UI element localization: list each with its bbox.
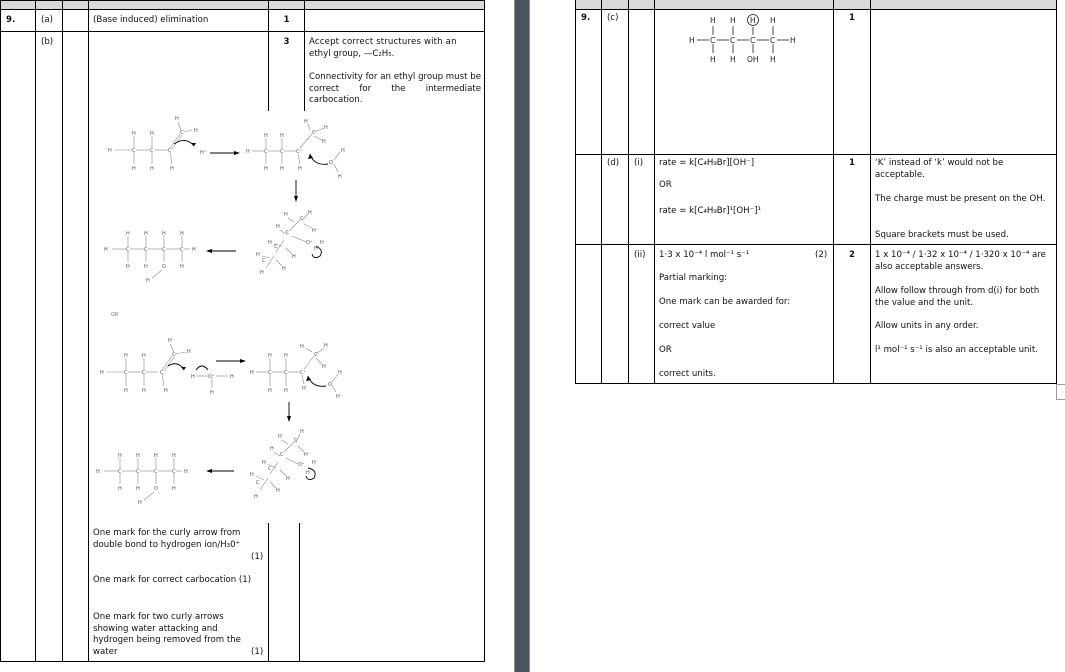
svg-text:H: H [308,210,312,216]
part-d-i-note-3: Square brackets must be used. [875,230,1009,240]
svg-text:H: H [104,247,108,253]
svg-text:H: H [322,364,326,370]
svg-text:H: H [710,16,716,25]
part-d-i-note-2: The charge must be present on the OH. [875,194,1046,204]
part-b-note-line2: ethyl group, —C₂H₅. [309,49,395,59]
svg-text:C: C [300,216,304,222]
svg-text:H: H [292,254,296,260]
svg-text:C: C [180,247,184,253]
svg-text:H: H [260,270,264,276]
question-number: 9. [581,13,591,23]
part-d-i-label: (i) [634,158,644,168]
page-gutter [514,0,530,672]
svg-text:H: H [96,469,100,475]
svg-text:H: H [282,266,286,272]
svg-text:H: H [124,388,128,394]
svg-text:H: H [276,488,280,494]
svg-text:C: C [280,452,284,458]
svg-text:H: H [336,394,340,400]
svg-text:H: H [270,446,274,452]
svg-text:H: H [180,264,184,270]
svg-text:C: C [750,36,756,45]
part-d-label: (d) [607,158,620,168]
part-a-answer: (Base induced) elimination [93,15,209,25]
mark-point-3: One mark for two curly arrows showing water attacking and hydrogen being removed from the water [93,612,241,657]
part-a-label: (a) [41,15,53,25]
svg-text:C: C [256,480,260,486]
svg-text:H: H [710,55,716,64]
svg-text:H: H [250,370,254,376]
svg-text:C: C [172,352,176,358]
svg-text:H: H [126,264,130,270]
svg-text:H: H [304,119,308,125]
svg-text:H: H [264,166,268,172]
svg-text:H: H [280,133,284,139]
svg-text:C: C [280,149,284,155]
part-b-label: (b) [41,37,54,47]
svg-text:H: H [142,388,146,394]
or-separator: OR [111,312,119,318]
svg-text:C: C [136,469,140,475]
svg-text:H: H [304,452,308,458]
mark-point-3-mark: (1) [251,647,264,657]
svg-text:H: H [170,166,174,172]
svg-text:C: C [268,370,272,376]
svg-text:C: C [160,370,164,376]
svg-text:H: H [284,353,288,359]
svg-text:C: C [262,258,266,264]
svg-text:O: O [329,160,333,166]
svg-text:H: H [146,278,150,284]
svg-text:C: C [730,36,736,45]
svg-text:C: C [268,466,272,472]
svg-text:H: H [286,476,290,482]
svg-text:H: H [324,343,328,349]
svg-text:C: C [132,148,136,154]
svg-text:H: H [320,240,324,246]
svg-text:H: H [770,55,776,64]
part-c-label: (c) [607,13,619,23]
svg-text:H: H [136,453,140,459]
svg-text:C: C [154,469,158,475]
option-or: OR [659,345,672,355]
svg-text:C: C [126,247,130,253]
page-corner-marker [1056,384,1065,400]
svg-text:H: H [790,36,796,45]
svg-text:H: H [191,374,195,380]
svg-text:H: H [300,344,304,350]
svg-text:H: H [312,460,316,466]
svg-text:C: C [710,36,716,45]
rate-equation-1: rate = k[C₄H₉Br][OH⁻] [659,158,755,168]
svg-text:C: C [274,244,278,250]
svg-text:H: H [132,131,136,137]
rate-or: OR [659,180,672,190]
left-page [0,0,514,672]
svg-text:H: H [338,174,342,180]
atom-h: H [689,36,695,45]
svg-text:H: H [284,212,288,218]
svg-text:C: C [314,352,318,358]
part-d-ii-note-1: 1 x 10⁻⁴ / 1·32 x 10⁻⁴ / 1·320 x 10⁻⁴ are also acceptable answers. [875,250,1046,272]
rate-equation-2: rate = k[C₄H₉Br]¹[OH⁻]¹ [659,206,761,216]
svg-text:H: H [264,133,268,139]
svg-text:H: H [100,370,104,376]
partial-marking-heading: Partial marking: [659,273,728,283]
mark-point-1: One mark for the curly arrow from double bond to hydrogen ion/H₃0⁺ [93,528,241,550]
svg-text:H⁺: H⁺ [200,150,207,156]
svg-text:H: H [162,231,166,237]
part-d-ii-label: (ii) [634,250,646,260]
svg-text:H: H [150,131,154,137]
svg-text:H: H [192,247,196,253]
svg-text:H: H [132,166,136,172]
svg-text:H: H [230,374,234,380]
mark-point-2: One mark for correct carbocation (1) [93,575,252,585]
svg-text:H: H [278,434,282,440]
svg-text:H: H [138,500,142,506]
circled-h: H [750,16,756,25]
svg-text:H: H [284,388,288,394]
option-correct-units: correct units. [659,369,716,379]
butan-2-ol-structure [688,11,808,69]
svg-text:C: C [284,370,288,376]
svg-text:H: H [168,338,172,344]
svg-text:O⁺: O⁺ [298,462,305,468]
svg-text:C: C [172,469,176,475]
svg-text:H: H [300,429,304,435]
svg-text:H: H [154,453,158,459]
svg-text:H: H [144,231,148,237]
part-d-ii-marks: 2 [849,250,855,260]
part-d-ii-note-3: Allow units in any order. [875,321,979,331]
svg-text:H: H [194,128,198,134]
svg-text:C: C [294,438,298,444]
svg-text:C: C [144,247,148,253]
part-d-ii-note-2: Allow follow through from d(i) for both the value and the unit. [875,286,1040,308]
mechanism-1-diagram [88,110,358,310]
svg-text:H: H [246,149,250,155]
svg-text:C: C [264,149,268,155]
svg-text:H: H [164,388,168,394]
svg-text:H: H [172,486,176,492]
svg-text:H: H [256,252,260,258]
svg-text:C: C [118,469,122,475]
svg-text:H: H [250,472,254,478]
one-mark-text: One mark can be awarded for: [659,297,791,307]
svg-text:C: C [162,247,166,253]
question-number: 9. [6,15,16,25]
part-b-note-para2: Connectivity for an ethyl group must be correct for the intermediate carbocation. [309,72,481,105]
svg-text:H: H [210,390,214,396]
svg-text:H: H [312,228,316,234]
svg-text:O: O [154,486,158,492]
svg-text:H: H [172,453,176,459]
svg-text:C: C [124,370,128,376]
svg-text:H: H [280,166,284,172]
right-page [530,0,1065,672]
svg-text:H: H [302,386,306,392]
svg-text:H: H [341,148,345,154]
svg-text:H: H [175,116,179,122]
svg-text:H: H [314,246,318,252]
svg-text:OH: OH [747,55,759,64]
svg-text:H: H [306,470,310,476]
svg-text:H: H [730,55,736,64]
svg-text:H: H [150,166,154,172]
svg-text:H: H [108,148,112,154]
table-header-row [576,0,1056,9]
svg-text:H: H [187,349,191,355]
svg-text:H: H [144,264,148,270]
svg-text:C: C [142,370,146,376]
svg-text:H: H [124,353,128,359]
svg-text:O: O [162,264,166,270]
part-c-marks: 1 [849,13,855,23]
svg-text:C: C [168,148,172,154]
svg-text:H: H [180,231,184,237]
rate-constant-answer: 1·3 x 10⁻⁴ l mol⁻¹ s⁻¹ [659,250,750,260]
svg-text:H: H [268,240,272,246]
part-d-ii-note-4: l¹ mol⁻¹ s⁻¹ is also an acceptable unit. [875,345,1038,355]
part-b-note-line1: Accept correct structures with an [309,37,457,47]
svg-text:H: H [770,16,776,25]
svg-text:C: C [180,130,184,136]
svg-text:H: H [184,469,188,475]
svg-text:C⁺: C⁺ [296,149,303,155]
part-d-i-marks: 1 [849,158,855,168]
part-b-marks: 3 [283,37,290,47]
svg-text:C⁺: C⁺ [300,370,307,376]
svg-text:H: H [276,224,280,230]
part-a-marks: 1 [283,15,290,25]
svg-text:C: C [770,36,776,45]
svg-text:O: O [328,382,332,388]
svg-text:O⁺: O⁺ [306,240,313,246]
mark-point-1-mark: (1) [251,552,264,562]
svg-text:H: H [322,139,326,145]
svg-text:O⁺: O⁺ [208,374,215,380]
svg-text:H: H [118,486,122,492]
svg-text:C: C [312,130,316,136]
svg-text:H: H [142,353,146,359]
svg-text:H: H [126,231,130,237]
svg-text:C: C [150,148,154,154]
mechanism-2-diagram [88,330,358,520]
svg-text:H: H [268,353,272,359]
svg-text:H: H [118,453,122,459]
svg-text:H: H [338,370,342,376]
part-d-i-note-1: ‘K’ instead of ‘k’ would not be acceptable. [875,158,1004,180]
svg-text:H: H [268,388,272,394]
svg-text:H: H [298,166,302,172]
svg-text:H: H [324,125,328,131]
rate-constant-mark: (2) [815,250,828,260]
svg-text:C: C [286,230,290,236]
svg-text:H: H [254,494,258,500]
table-header-row [1,0,484,9]
svg-text:H: H [730,16,736,25]
option-correct-value: correct value [659,321,716,331]
svg-text:H: H [136,486,140,492]
svg-text:H: H [262,460,266,466]
